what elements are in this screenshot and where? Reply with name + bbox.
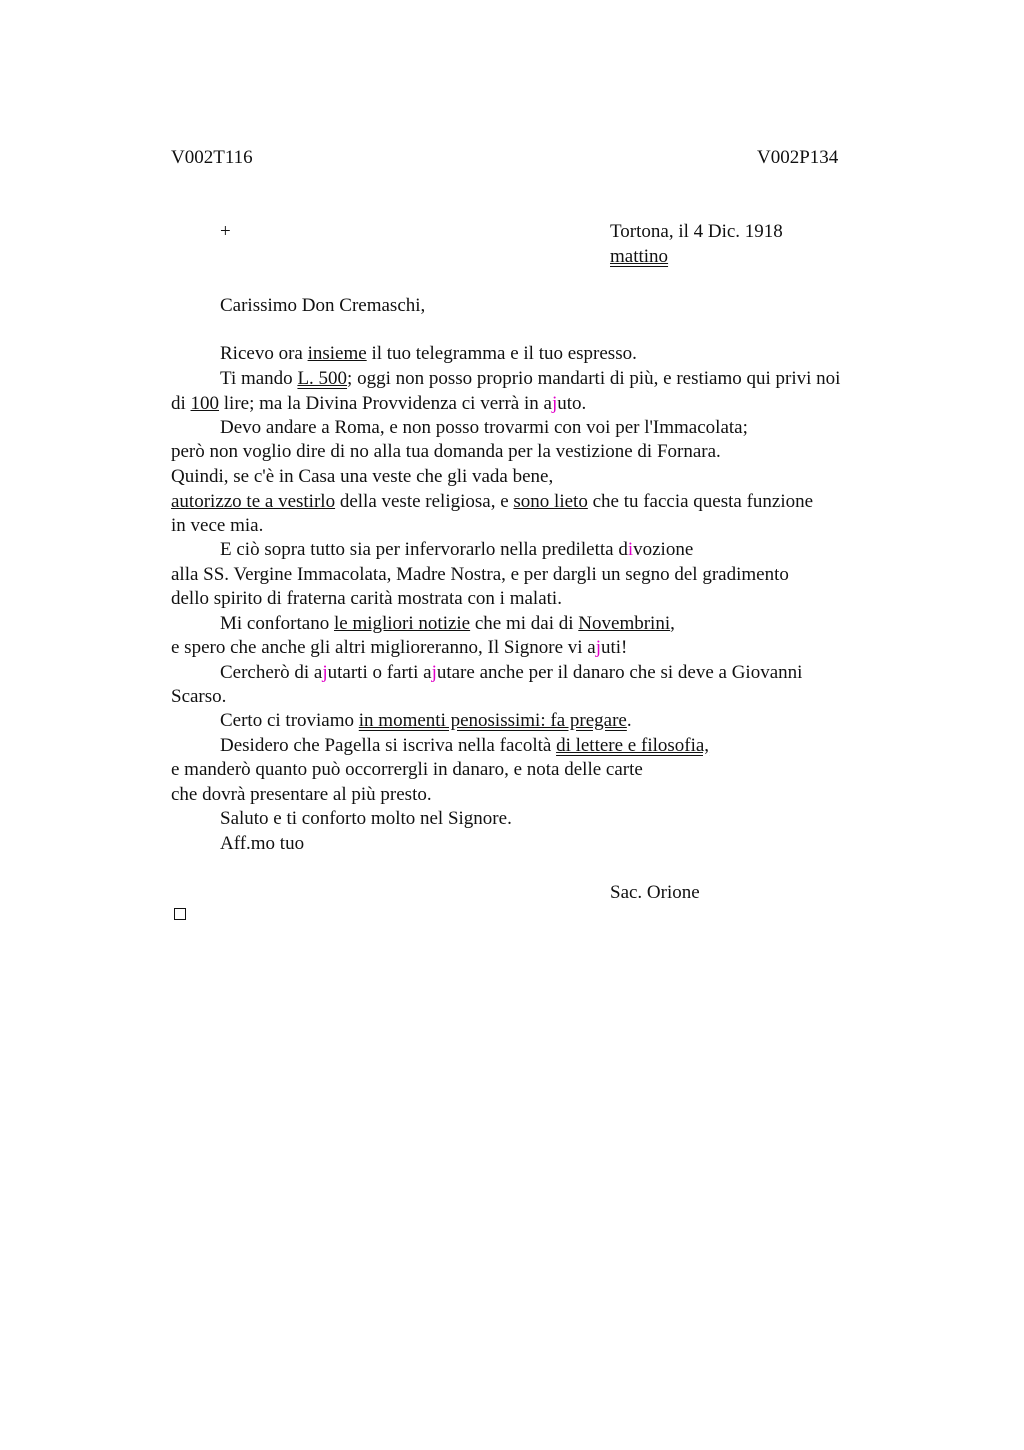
body-line: Mi confortano le migliori notizie che mi dai di Novembrini,	[220, 613, 675, 634]
body-line: di 100 lire; ma la Divina Provvidenza ci verrà in ajuto.	[171, 393, 587, 414]
body-line: dello spirito di fraterna carità mostrata con i malati.	[171, 588, 562, 609]
body-line: che dovrà presentare al più presto.	[171, 784, 432, 805]
body-line: Ti mando L. 500; oggi non posso proprio mandarti di più, e restiamo qui privi noi	[220, 368, 841, 389]
body-line: e manderò quanto può occorrergli in danaro, e nota delle carte	[171, 759, 643, 780]
body-line: alla SS. Vergine Immacolata, Madre Nostra, e per dargli un segno del gradimento	[171, 564, 789, 585]
signature: Sac. Orione	[610, 882, 700, 903]
closing: Aff.mo tuo	[220, 833, 305, 854]
document-code-right: V002P134	[757, 147, 839, 168]
body-line: in vece mia.	[171, 515, 264, 536]
place-date: Tortona, il 4 Dic. 1918	[610, 221, 783, 242]
body-line: Saluto e ti conforto molto nel Signore.	[220, 808, 512, 829]
body-line: Devo andare a Roma, e non posso trovarmi con voi per l'Immacolata;	[220, 417, 748, 438]
body-line: Certo ci troviamo in momenti penosissimi: fa pregare.	[220, 710, 632, 731]
body-line: e spero che anche gli altri miglioreranno, Il Signore vi ajuti!	[171, 637, 628, 658]
body-line: Desidero che Pagella si iscriva nella facoltà di lettere e filosofia,	[220, 735, 710, 756]
salutation: Carissimo Don Cremaschi,	[220, 295, 426, 316]
body-line: Scarso.	[171, 686, 227, 707]
body-line: Cercherò di ajutarti o farti ajutare anche per il danaro che si deve a Giovanni	[220, 662, 803, 683]
document-code-left: V002T116	[171, 147, 253, 168]
body-line: però non voglio dire di no alla tua domanda per la vestizione di Fornara.	[171, 441, 721, 462]
body-line: E ciò sopra tutto sia per infervorarlo nella prediletta divozione	[220, 539, 694, 560]
end-box-icon	[174, 908, 186, 920]
cross-mark: +	[220, 221, 231, 242]
body-line: Ricevo ora insieme il tuo telegramma e il tuo espresso.	[220, 343, 637, 364]
body-line: Quindi, se c'è in Casa una veste che gli vada bene,	[171, 466, 554, 487]
body-line: autorizzo te a vestirlo della veste religiosa, e sono lieto che tu faccia questa funzione	[171, 491, 814, 512]
time-of-day: mattino	[610, 246, 669, 267]
